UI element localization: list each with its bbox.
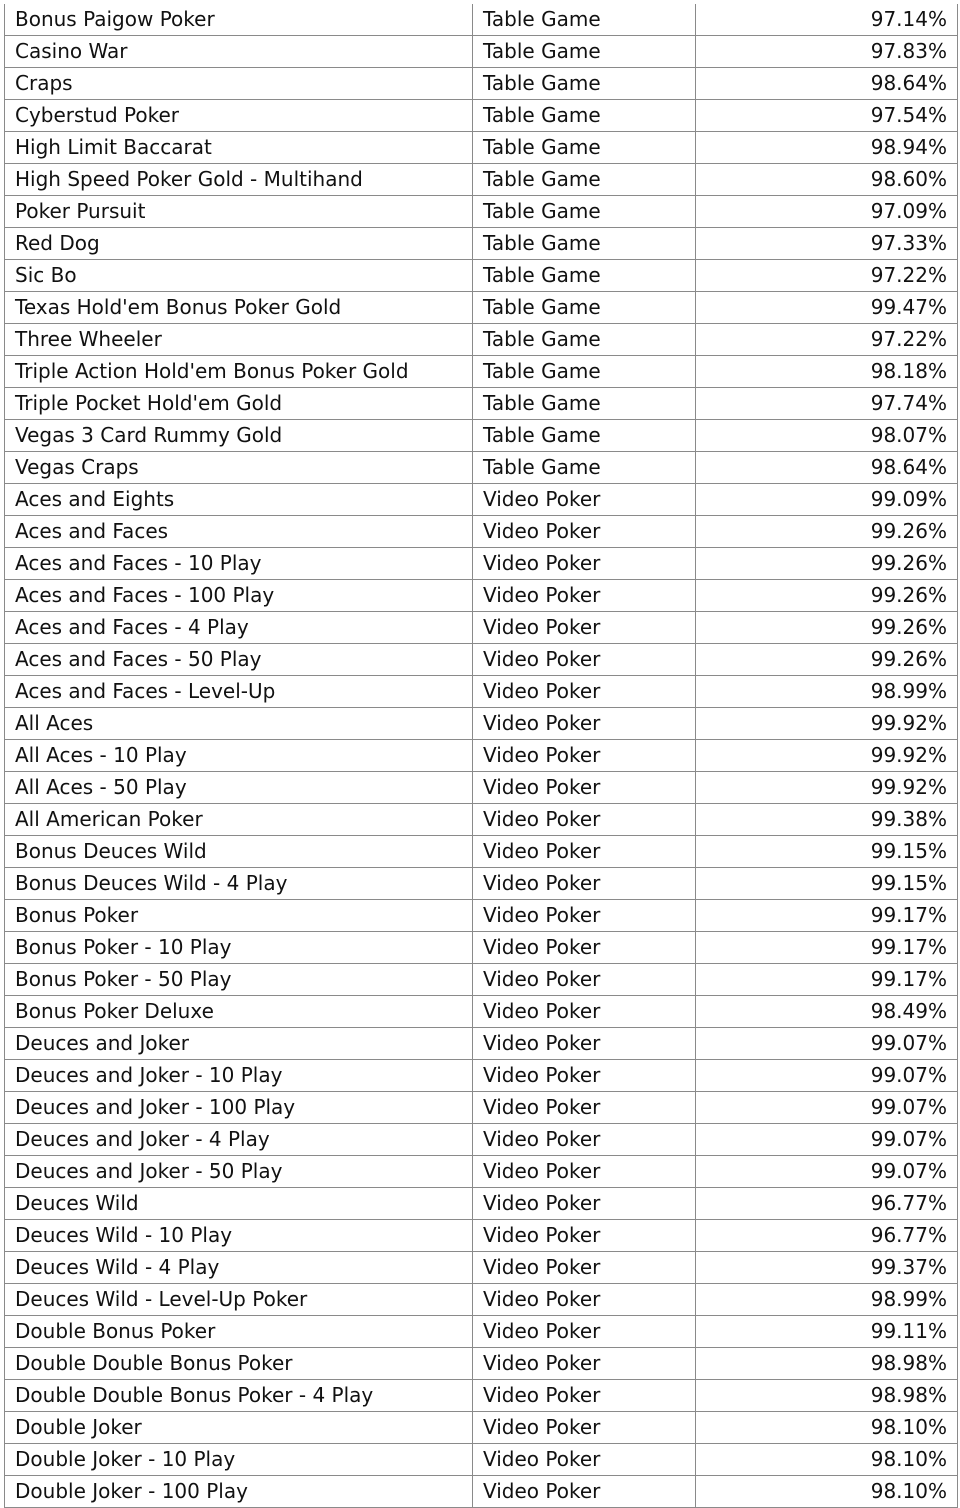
table-row — [5, 420, 958, 452]
table-row — [5, 164, 958, 196]
rtp-cell: 98.18% — [696, 356, 958, 388]
rtp-cell: 99.07% — [696, 1028, 958, 1060]
rtp-cell: 97.54% — [696, 100, 958, 132]
game-type-cell: Table Game — [473, 36, 696, 68]
game-type-cell: Video Poker — [473, 676, 696, 708]
table-row — [5, 1028, 958, 1060]
rtp-cell: 99.11% — [696, 1316, 958, 1348]
game-name-cell: Deuces and Joker - 50 Play — [5, 1156, 473, 1188]
table-row — [5, 1252, 958, 1284]
table-row — [5, 772, 958, 804]
table-row — [5, 1380, 958, 1412]
game-name-cell: Deuces and Joker - 4 Play — [5, 1124, 473, 1156]
table-row — [5, 1220, 958, 1252]
game-name-cell: High Speed Poker Gold - Multihand — [5, 164, 473, 196]
rtp-cell: 99.26% — [696, 548, 958, 580]
table-row — [5, 996, 958, 1028]
game-name-cell: Vegas 3 Card Rummy Gold — [5, 420, 473, 452]
game-name-cell: Aces and Faces - 10 Play — [5, 548, 473, 580]
game-name-cell: Aces and Faces - 100 Play — [5, 580, 473, 612]
game-name-cell: Casino War — [5, 36, 473, 68]
rtp-cell: 99.15% — [696, 868, 958, 900]
game-name-cell: Triple Action Hold'em Bonus Poker Gold — [5, 356, 473, 388]
rtp-cell: 99.47% — [696, 292, 958, 324]
table-row — [5, 68, 958, 100]
game-name-cell: All Aces — [5, 708, 473, 740]
game-name-cell: Triple Pocket Hold'em Gold — [5, 388, 473, 420]
game-name-cell: Double Double Bonus Poker — [5, 1348, 473, 1380]
game-name-cell: Double Joker - 100 Play — [5, 1476, 473, 1508]
rtp-cell: 97.33% — [696, 228, 958, 260]
table-row — [5, 644, 958, 676]
game-name-cell: Double Bonus Poker — [5, 1316, 473, 1348]
game-type-cell: Table Game — [473, 324, 696, 356]
rtp-cell: 96.77% — [696, 1188, 958, 1220]
table-row — [5, 676, 958, 708]
table-row — [5, 708, 958, 740]
game-type-cell: Video Poker — [473, 1316, 696, 1348]
rtp-cell: 99.07% — [696, 1092, 958, 1124]
game-type-cell: Table Game — [473, 4, 696, 36]
rtp-cell: 99.26% — [696, 580, 958, 612]
table-row — [5, 260, 958, 292]
game-type-cell: Video Poker — [473, 932, 696, 964]
game-type-cell: Video Poker — [473, 804, 696, 836]
rtp-cell: 99.38% — [696, 804, 958, 836]
game-type-cell: Video Poker — [473, 740, 696, 772]
table-row — [5, 484, 958, 516]
rtp-cell: 99.92% — [696, 708, 958, 740]
rtp-cell: 97.74% — [696, 388, 958, 420]
rtp-cell: 99.07% — [696, 1156, 958, 1188]
table-row — [5, 1476, 958, 1508]
table-row — [5, 548, 958, 580]
table-row — [5, 516, 958, 548]
rtp-cell: 97.83% — [696, 36, 958, 68]
game-name-cell: Bonus Poker - 10 Play — [5, 932, 473, 964]
game-name-cell: All Aces - 50 Play — [5, 772, 473, 804]
game-name-cell: Bonus Deuces Wild - 4 Play — [5, 868, 473, 900]
table-row — [5, 1316, 958, 1348]
rtp-cell: 99.26% — [696, 612, 958, 644]
rtp-cell: 98.98% — [696, 1380, 958, 1412]
table-row — [5, 324, 958, 356]
game-rtp-table — [4, 4, 958, 1508]
game-type-cell: Table Game — [473, 356, 696, 388]
table-row — [5, 1156, 958, 1188]
game-type-cell: Video Poker — [473, 1284, 696, 1316]
rtp-cell: 99.17% — [696, 932, 958, 964]
game-name-cell: Poker Pursuit — [5, 196, 473, 228]
game-name-cell: Aces and Faces - Level-Up — [5, 676, 473, 708]
table-row — [5, 612, 958, 644]
game-type-cell: Video Poker — [473, 996, 696, 1028]
game-name-cell: Aces and Faces — [5, 516, 473, 548]
rtp-cell: 98.64% — [696, 68, 958, 100]
game-name-cell: Bonus Paigow Poker — [5, 4, 473, 36]
table-row — [5, 228, 958, 260]
game-name-cell: Deuces and Joker — [5, 1028, 473, 1060]
game-type-cell: Video Poker — [473, 708, 696, 740]
rtp-cell: 98.10% — [696, 1444, 958, 1476]
game-type-cell: Video Poker — [473, 1444, 696, 1476]
game-name-cell: Aces and Faces - 50 Play — [5, 644, 473, 676]
rtp-cell: 98.10% — [696, 1412, 958, 1444]
rtp-cell: 98.99% — [696, 676, 958, 708]
game-name-cell: Bonus Deuces Wild — [5, 836, 473, 868]
game-name-cell: Deuces and Joker - 100 Play — [5, 1092, 473, 1124]
rtp-cell: 97.14% — [696, 4, 958, 36]
game-type-cell: Video Poker — [473, 1188, 696, 1220]
table-row — [5, 292, 958, 324]
game-type-cell: Video Poker — [473, 612, 696, 644]
rtp-cell: 98.10% — [696, 1476, 958, 1508]
game-name-cell: Deuces Wild - 4 Play — [5, 1252, 473, 1284]
game-type-cell: Video Poker — [473, 900, 696, 932]
game-type-cell: Video Poker — [473, 836, 696, 868]
game-type-cell: Video Poker — [473, 1092, 696, 1124]
table-row — [5, 1060, 958, 1092]
table-row — [5, 932, 958, 964]
game-type-cell: Video Poker — [473, 1252, 696, 1284]
game-type-cell: Video Poker — [473, 548, 696, 580]
game-type-cell: Video Poker — [473, 516, 696, 548]
game-type-cell: Video Poker — [473, 1124, 696, 1156]
game-name-cell: Bonus Poker Deluxe — [5, 996, 473, 1028]
table-row — [5, 868, 958, 900]
rtp-cell: 99.92% — [696, 740, 958, 772]
rtp-cell: 99.15% — [696, 836, 958, 868]
rtp-cell: 99.09% — [696, 484, 958, 516]
table-row — [5, 1092, 958, 1124]
rtp-cell: 99.92% — [696, 772, 958, 804]
game-name-cell: High Limit Baccarat — [5, 132, 473, 164]
game-type-cell: Table Game — [473, 100, 696, 132]
rtp-cell: 98.64% — [696, 452, 958, 484]
table-row — [5, 804, 958, 836]
rtp-cell: 97.09% — [696, 196, 958, 228]
table-row — [5, 356, 958, 388]
game-type-cell: Table Game — [473, 196, 696, 228]
game-type-cell: Table Game — [473, 164, 696, 196]
game-type-cell: Table Game — [473, 420, 696, 452]
rtp-cell: 98.99% — [696, 1284, 958, 1316]
game-type-cell: Table Game — [473, 292, 696, 324]
game-type-cell: Table Game — [473, 388, 696, 420]
game-name-cell: Deuces Wild — [5, 1188, 473, 1220]
rtp-cell: 98.07% — [696, 420, 958, 452]
table-row — [5, 964, 958, 996]
game-name-cell: Sic Bo — [5, 260, 473, 292]
game-name-cell: All American Poker — [5, 804, 473, 836]
game-name-cell: Double Double Bonus Poker - 4 Play — [5, 1380, 473, 1412]
table-row — [5, 196, 958, 228]
game-name-cell: Cyberstud Poker — [5, 100, 473, 132]
game-name-cell: Vegas Craps — [5, 452, 473, 484]
rtp-cell: 98.94% — [696, 132, 958, 164]
game-type-cell: Table Game — [473, 260, 696, 292]
rtp-cell: 99.07% — [696, 1060, 958, 1092]
game-name-cell: Bonus Poker - 50 Play — [5, 964, 473, 996]
game-rtp-table-body — [5, 4, 958, 1508]
table-row — [5, 4, 958, 36]
table-row — [5, 132, 958, 164]
game-type-cell: Video Poker — [473, 1156, 696, 1188]
rtp-cell: 98.98% — [696, 1348, 958, 1380]
rtp-cell: 99.17% — [696, 964, 958, 996]
table-row — [5, 900, 958, 932]
game-name-cell: Deuces Wild - 10 Play — [5, 1220, 473, 1252]
rtp-cell: 98.49% — [696, 996, 958, 1028]
table-row — [5, 1348, 958, 1380]
game-type-cell: Video Poker — [473, 484, 696, 516]
game-name-cell: Double Joker - 10 Play — [5, 1444, 473, 1476]
game-type-cell: Video Poker — [473, 580, 696, 612]
game-name-cell: Red Dog — [5, 228, 473, 260]
game-name-cell: All Aces - 10 Play — [5, 740, 473, 772]
rtp-cell: 99.07% — [696, 1124, 958, 1156]
game-type-cell: Table Game — [473, 132, 696, 164]
rtp-cell: 97.22% — [696, 260, 958, 292]
game-name-cell: Three Wheeler — [5, 324, 473, 356]
table-row — [5, 1188, 958, 1220]
table-row — [5, 100, 958, 132]
game-type-cell: Video Poker — [473, 1028, 696, 1060]
game-type-cell: Table Game — [473, 452, 696, 484]
game-type-cell: Video Poker — [473, 1380, 696, 1412]
game-type-cell: Video Poker — [473, 1220, 696, 1252]
table-row — [5, 452, 958, 484]
game-type-cell: Video Poker — [473, 1060, 696, 1092]
game-name-cell: Texas Hold'em Bonus Poker Gold — [5, 292, 473, 324]
game-type-cell: Video Poker — [473, 644, 696, 676]
table-row — [5, 1412, 958, 1444]
table-row — [5, 1444, 958, 1476]
rtp-cell: 99.17% — [696, 900, 958, 932]
game-name-cell: Double Joker — [5, 1412, 473, 1444]
game-type-cell: Video Poker — [473, 1412, 696, 1444]
rtp-cell: 98.60% — [696, 164, 958, 196]
table-row — [5, 580, 958, 612]
game-name-cell: Bonus Poker — [5, 900, 473, 932]
rtp-cell: 96.77% — [696, 1220, 958, 1252]
game-type-cell: Video Poker — [473, 868, 696, 900]
game-name-cell: Aces and Eights — [5, 484, 473, 516]
game-type-cell: Table Game — [473, 228, 696, 260]
rtp-cell: 97.22% — [696, 324, 958, 356]
rtp-cell: 99.26% — [696, 644, 958, 676]
table-row — [5, 836, 958, 868]
table-row — [5, 1124, 958, 1156]
table-row — [5, 740, 958, 772]
game-name-cell: Deuces Wild - Level-Up Poker — [5, 1284, 473, 1316]
table-row — [5, 388, 958, 420]
game-type-cell: Video Poker — [473, 1348, 696, 1380]
game-name-cell: Aces and Faces - 4 Play — [5, 612, 473, 644]
rtp-cell: 99.26% — [696, 516, 958, 548]
table-row — [5, 36, 958, 68]
game-type-cell: Table Game — [473, 68, 696, 100]
rtp-cell: 99.37% — [696, 1252, 958, 1284]
game-type-cell: Video Poker — [473, 964, 696, 996]
game-name-cell: Deuces and Joker - 10 Play — [5, 1060, 473, 1092]
game-type-cell: Video Poker — [473, 1476, 696, 1508]
game-type-cell: Video Poker — [473, 772, 696, 804]
game-name-cell: Craps — [5, 68, 473, 100]
table-row — [5, 1284, 958, 1316]
